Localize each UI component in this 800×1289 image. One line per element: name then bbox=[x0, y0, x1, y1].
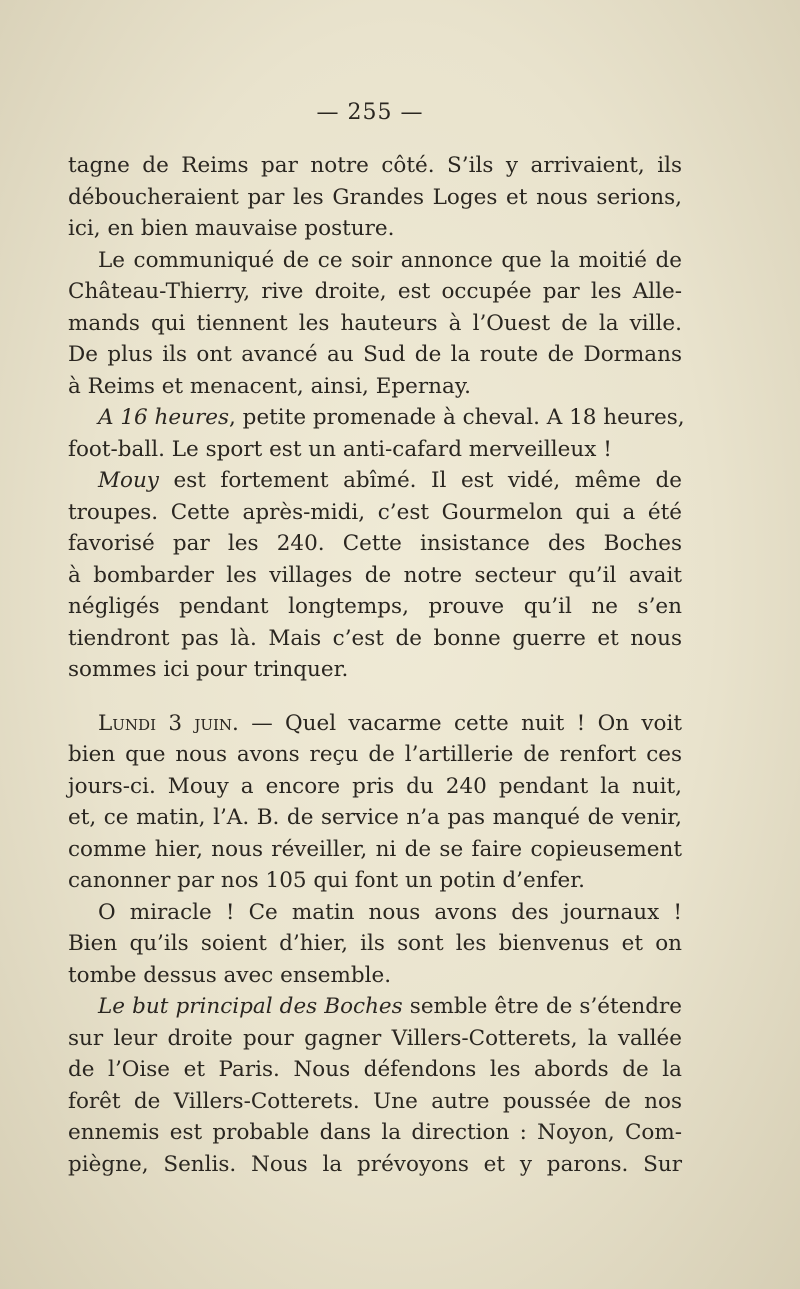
text-line: Bien qu’ils soient d’hier, ils sont les bienvenus et on bbox=[68, 931, 682, 956]
text-line: à Reims et menacent, ainsi, Epernay. bbox=[68, 373, 471, 399]
section-break bbox=[68, 686, 682, 708]
text-line: O miracle ! Ce matin nous avons des journaux ! bbox=[98, 899, 682, 925]
date-heading: Lundi 3 juin. bbox=[98, 710, 239, 736]
line-rest: est fortement abîmé. Il est vidé, même de bbox=[158, 468, 682, 493]
italic-lead: Le but principal des Boches bbox=[98, 994, 403, 1019]
text-line: forêt de Villers-Cotterets. Une autre poussée de nos bbox=[68, 1088, 682, 1114]
text-line: déboucheraient par les Grandes Loges et nous serions, bbox=[68, 184, 682, 210]
text-line bbox=[68, 991, 682, 1023]
text-line: Le communiqué de ce soir annonce que la moitié de bbox=[98, 247, 682, 273]
text-line: piègne, Senlis. Nous la prévoyons et y parons. Sur bbox=[68, 1151, 682, 1177]
text-line: tagne de Reims par notre côté. S’ils y arrivaient, ils bbox=[68, 153, 682, 178]
text-line: négligés pendant longtemps, prouve qu’il ne s’en bbox=[68, 594, 682, 619]
text-line: tombe dessus avec ensemble. bbox=[68, 962, 392, 988]
line-rest: , petite promenade à cheval. A 18 heures, bbox=[229, 405, 685, 430]
line-rest: — Quel vacarme cette nuit ! On voit bbox=[238, 710, 682, 736]
paragraph bbox=[68, 150, 682, 245]
paragraph bbox=[68, 245, 682, 403]
text-line: jours-ci. Mouy a encore pris du 240 pendant la nuit, bbox=[68, 773, 682, 799]
page-number: — 255 — bbox=[316, 100, 424, 125]
text-line: Château-Thierry, rive droite, est occupée par les Alle- bbox=[68, 279, 682, 304]
italic-lead: A 16 heures bbox=[98, 405, 230, 430]
paragraph bbox=[68, 708, 682, 897]
text-line bbox=[68, 708, 682, 740]
paragraph bbox=[68, 897, 682, 992]
text-line: mands qui tiennent les hauteurs à l’Ouest de la ville. bbox=[68, 310, 682, 336]
text-line: favorisé par les 240. Cette insistance des Boches bbox=[68, 531, 682, 556]
text-line: tiendront pas là. Mais c’est de bonne guerre et nous bbox=[68, 625, 682, 651]
italic-lead: Mouy bbox=[98, 468, 159, 493]
text-line: De plus ils ont avancé au Sud de la route de Dormans bbox=[68, 342, 682, 367]
line-rest: semble être de s’étendre bbox=[402, 994, 682, 1019]
text-line: à bombarder les villages de notre secteur qu’il avait bbox=[68, 562, 682, 588]
text-line: ennemis est probable dans la direction : Noyon, Com- bbox=[68, 1120, 682, 1145]
paragraph bbox=[68, 402, 685, 465]
text-line: de l’Oise et Paris. Nous défendons les abords de la bbox=[68, 1057, 682, 1082]
text-line: troupes. Cette après-midi, c’est Gourmelon qui a été bbox=[68, 499, 682, 525]
text-line: bien que nous avons reçu de l’artillerie de renfort ces bbox=[68, 742, 682, 767]
paragraph bbox=[68, 991, 682, 1180]
text-line: foot-ball. Le sport est un anti-cafard merveilleux ! bbox=[68, 436, 612, 462]
body-text bbox=[68, 150, 685, 1180]
text-line bbox=[68, 465, 682, 497]
text-line: et, ce matin, l’A. B. de service n’a pas manqué de venir, bbox=[68, 805, 682, 830]
text-line: sommes ici pour trinquer. bbox=[68, 657, 349, 682]
text-line: ici, en bien mauvaise posture. bbox=[68, 216, 395, 241]
text-line: sur leur droite pour gagner Villers-Cotterets, la vallée bbox=[68, 1025, 682, 1051]
text-line bbox=[68, 402, 685, 434]
text-line: canonner par nos 105 qui font un potin d’enfer. bbox=[68, 868, 585, 893]
paragraph bbox=[68, 465, 682, 686]
text-line: comme hier, nous réveiller, ni de se faire copieusement bbox=[68, 836, 682, 862]
